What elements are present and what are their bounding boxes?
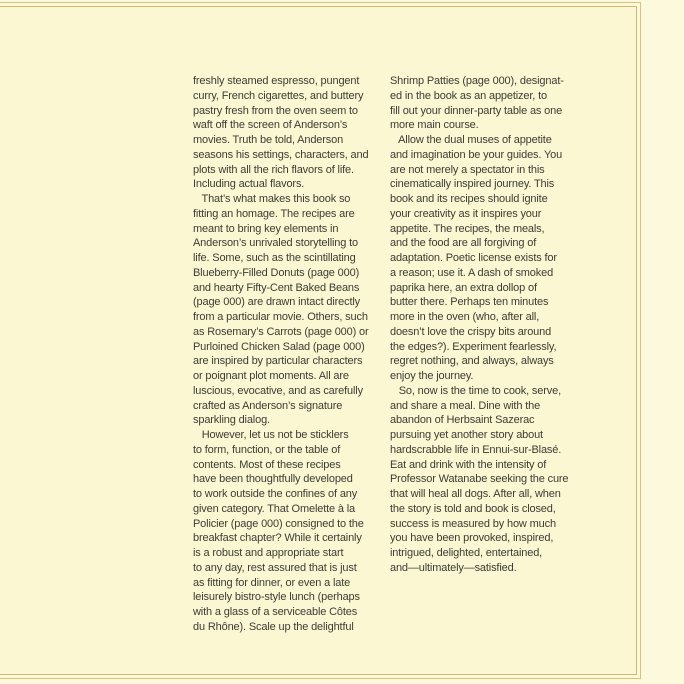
text-line: leisurely bistro-style lunch (perhaps [193, 591, 360, 604]
text-line: cinematically inspired journey. This [390, 178, 555, 191]
text-line: So, now is the time to cook, serve, [390, 384, 561, 397]
text-column-left [193, 74, 393, 635]
text-line: ed in the book as an appetizer, to [390, 89, 547, 102]
text-line: enjoy the journey. [390, 370, 474, 382]
text-line: success is measured by how much [390, 517, 556, 530]
text-line: that will heal all dogs. After all, when [390, 488, 561, 500]
text-line: plots with all the rich flavors of life. [193, 163, 354, 176]
text-line: have been thoughtfully developed [193, 473, 353, 486]
text-line: hardscrabble life in Ennui-sur-Blasé. [390, 443, 562, 456]
text-line: seasons his settings, characters, and [193, 148, 369, 161]
text-line: movies. Truth be told, Anderson [193, 134, 344, 146]
text-line: doesn’t love the crispy bits around [390, 325, 552, 338]
text-line: your creativity as it inspires your [390, 207, 542, 220]
text-line: appetite. The recipes, the meals, [390, 222, 545, 235]
text-line: However, let us not be sticklers [193, 429, 349, 441]
text-line: That’s what makes this book so [193, 193, 351, 205]
text-line: meant to bring key elements in [193, 222, 339, 235]
text-line: fitting an homage. The recipes are [193, 207, 355, 220]
text-line: (page 000) are drawn intact directly [193, 296, 361, 309]
text-line: and—ultimately—satisfied. [390, 561, 517, 574]
text-line: Anderson’s unrivaled storytelling to [193, 237, 358, 250]
text-line: to any day, rest assured that is just [193, 561, 357, 574]
text-line: more main course. [390, 119, 479, 132]
text-line: luscious, evocative, and as carefully [193, 384, 363, 397]
text-line: Policier (page 000) consigned to the [193, 517, 364, 530]
text-line: and share a meal. Dine with the [390, 399, 541, 412]
text-line: Eat and drink with the intensity of [390, 458, 547, 471]
text-line: a reason; use it. A dash of smoked [390, 266, 554, 279]
text-line: as fitting for dinner, or even a late [193, 576, 351, 589]
text-line: breakfast chapter? While it certainly [193, 532, 362, 545]
text-line: to form, function, or the table of [193, 443, 341, 456]
text-line: regret nothing, and always, always [390, 355, 554, 368]
text-line: du Rhône). Scale up the delightful [193, 620, 354, 633]
text-line: with a glass of a serviceable Côtes [193, 606, 358, 618]
text-line: waft off the screen of Anderson’s [193, 119, 348, 132]
text-line: crafted as Anderson’s signature [193, 399, 343, 412]
text-line: and the food are all forgiving of [390, 237, 537, 250]
text-line: to work outside the confines of any [193, 488, 358, 500]
text-line: are inspired by particular characters [193, 355, 363, 368]
text-line: intrigued, delighted, entertained, [390, 547, 543, 559]
text-line: more in the oven (who, after all, [390, 311, 540, 323]
text-line: freshly steamed espresso, pungent [193, 75, 360, 87]
text-line: is a robust and appropriate start [193, 547, 344, 559]
text-line: contents. Most of these recipes [193, 458, 341, 471]
text-line: life. Some, such as the scintillating [193, 252, 356, 264]
text-line: and imagination be your guides. You [390, 148, 563, 161]
text-line: sparkling dialog. [193, 414, 270, 427]
text-line: pastry fresh from the oven seem to [193, 104, 358, 117]
text-line: curry, French cigarettes, and buttery [193, 89, 364, 102]
text-line: pursuing yet another story about [390, 429, 543, 441]
text-column-right [390, 74, 590, 576]
text-line: Professor Watanabe seeking the cure [390, 473, 569, 486]
text-line: and hearty Fifty-Cent Baked Beans [193, 281, 360, 294]
text-line: butter there. Perhaps ten minutes [390, 296, 549, 309]
text-line: Purloined Chicken Salad (page 000) [193, 340, 365, 353]
text-line: paprika here, an extra dollop of [390, 281, 537, 294]
text-line: the edges?). Experiment fearlessly, [390, 340, 557, 353]
text-line: or poignant plot moments. All are [193, 370, 349, 382]
text-line: are not merely a spectator in this [390, 163, 545, 176]
text-line: abandon of Herbsaint Sazerac [390, 414, 535, 427]
text-line: fill out your dinner-party table as one [390, 104, 563, 117]
text-line: from a particular movie. Others, such [193, 311, 368, 323]
text-line: Shrimp Patties (page 000), designat- [390, 75, 564, 87]
text-line: as Rosemary’s Carrots (page 000) or [193, 325, 369, 338]
text-line: Blueberry-Filled Donuts (page 000) [193, 266, 360, 279]
text-line: adaptation. Poetic license exists for [390, 252, 557, 264]
text-line: you have been provoked, inspired, [390, 532, 554, 545]
text-line: Allow the dual muses of appetite [390, 134, 552, 146]
text-line: Including actual flavors. [193, 178, 305, 191]
text-line: book and its recipes should ignite [390, 193, 548, 205]
text-line: the story is told and book is closed, [390, 502, 556, 515]
text-line: given category. That Omelette à la [193, 502, 356, 515]
